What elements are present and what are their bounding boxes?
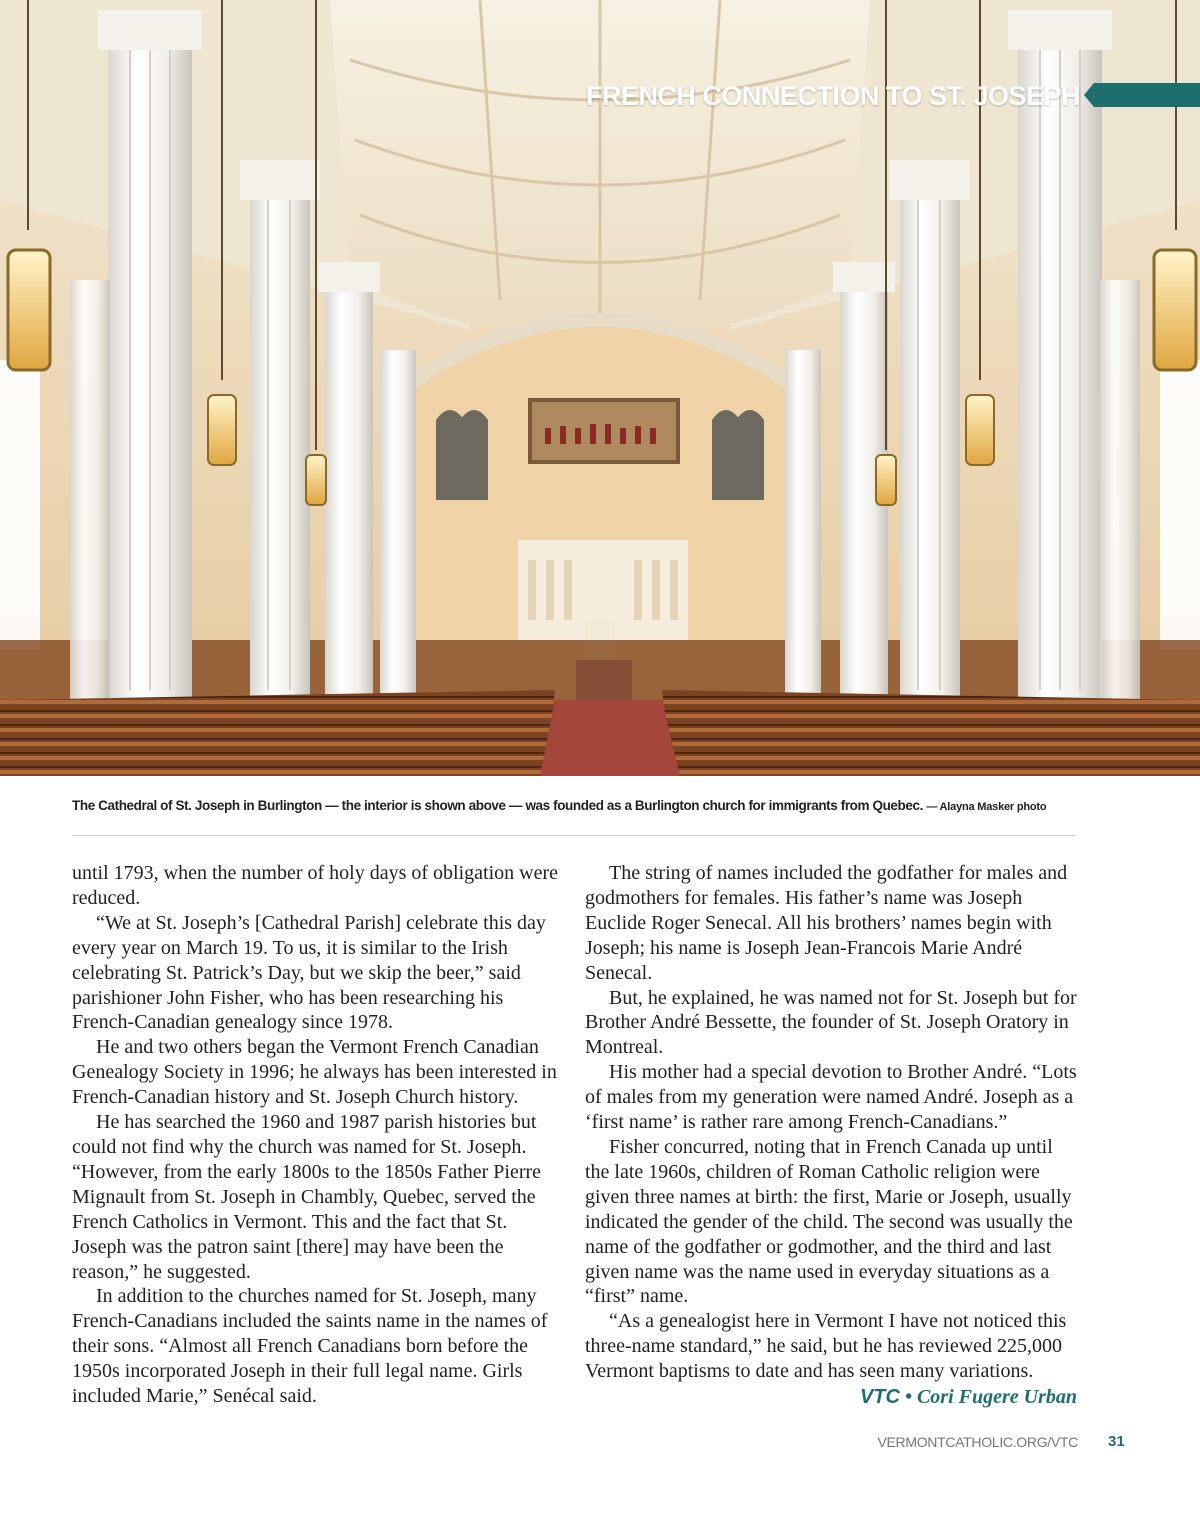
paragraph: until 1793, when the number of holy days of obligation were reduced. <box>72 862 559 909</box>
paragraph: His mother had a special devotion to Brother André. “Lots of males from my generation were named André. Joseph as a ‘first name’ is rather rare among French-Canadians.” <box>585 1061 1077 1134</box>
photo-caption <box>72 798 1082 813</box>
paragraph: He has searched the 1960 and 1987 parish histories but could not find why the church was named for St. Joseph. “However, from the early 1800s to the 1850s Father Pierre Mignault from St. Joseph in Chambly, Quebec, served the French Catholics in Vermont. This and the fact that St. Joseph was the patron saint [there] may have been the reason,” he suggested. <box>72 1111 542 1283</box>
paragraph: “As a genealogist here in Vermont I have not noticed this three-name standard,” he said, but he has reviewed 225,000 Vermont baptisms to date and has seen many variations. <box>585 1310 1067 1383</box>
byline-org: VTC <box>859 1386 900 1409</box>
center-aisle <box>540 700 680 776</box>
article-column-left <box>72 861 564 1409</box>
section-title: FRENCH CONNECTION TO ST. JOSEPH <box>585 81 1080 111</box>
right-pews <box>662 690 1200 776</box>
paragraph: The string of names included the godfather for males and godmothers for females. His father’s name was Joseph Euclide Roger Senecal. All his brothers’ names begin with Joseph; his name is Joseph Jean-Francois Marie André Senecal. <box>585 862 1068 984</box>
paragraph: In addition to the churches named for St. Joseph, many French-Canadians included the saints name in the names of their sons. “Almost all French Canadians born before the 1950s incorporated Joseph in their full legal name. Girls included Marie,” Senécal said. <box>72 1285 548 1408</box>
byline-separator: • <box>899 1386 917 1409</box>
paragraph: He and two others began the Vermont French Canadian Genealogy Society in 1996; he always has been interested in French-Canadian history and St. Joseph Church history. <box>72 1036 557 1109</box>
page-number: 31 <box>1108 1433 1125 1450</box>
photo-credit: — Alayna Masker photo <box>926 801 1047 813</box>
article-column-right <box>585 861 1077 1410</box>
section-title-tab <box>1084 83 1200 107</box>
caption-text: The Cathedral of St. Joseph in Burlington — the interior is shown above — was founded as a Burlington church for immigrants from Quebec. <box>72 798 923 813</box>
footer-url-link[interactable]: VERMONTCATHOLIC.ORG/VTC <box>877 1434 1078 1450</box>
paragraph: But, he explained, he was named not for St. Joseph but for Brother André Bessette, the founder of St. Joseph Oratory in Montreal. <box>585 986 1077 1059</box>
byline <box>585 1385 1077 1410</box>
left-pews <box>0 690 555 776</box>
paragraph: “We at St. Joseph’s [Cathedral Parish] celebrate this day every year on March 19. To us, it is similar to the Irish celebrating St. Patrick’s Day, but we skip the beer,” said parishioner John Fisher, who has been researching his French-Canadian genealogy since 1978. <box>72 911 546 1034</box>
paragraph: Fisher concurred, noting that in French Canada up until the late 1960s, children of Roman Catholic religion were given three names at birth: the first, Marie or Joseph, usually indicated the gender of the child. The second was usually the name of the godfather or godmother, and the third and last given name was the name used in everyday situations as a “first” name. <box>585 1135 1073 1308</box>
caption-divider <box>72 835 1076 836</box>
byline-author: Cori Fugere Urban <box>916 1386 1077 1409</box>
